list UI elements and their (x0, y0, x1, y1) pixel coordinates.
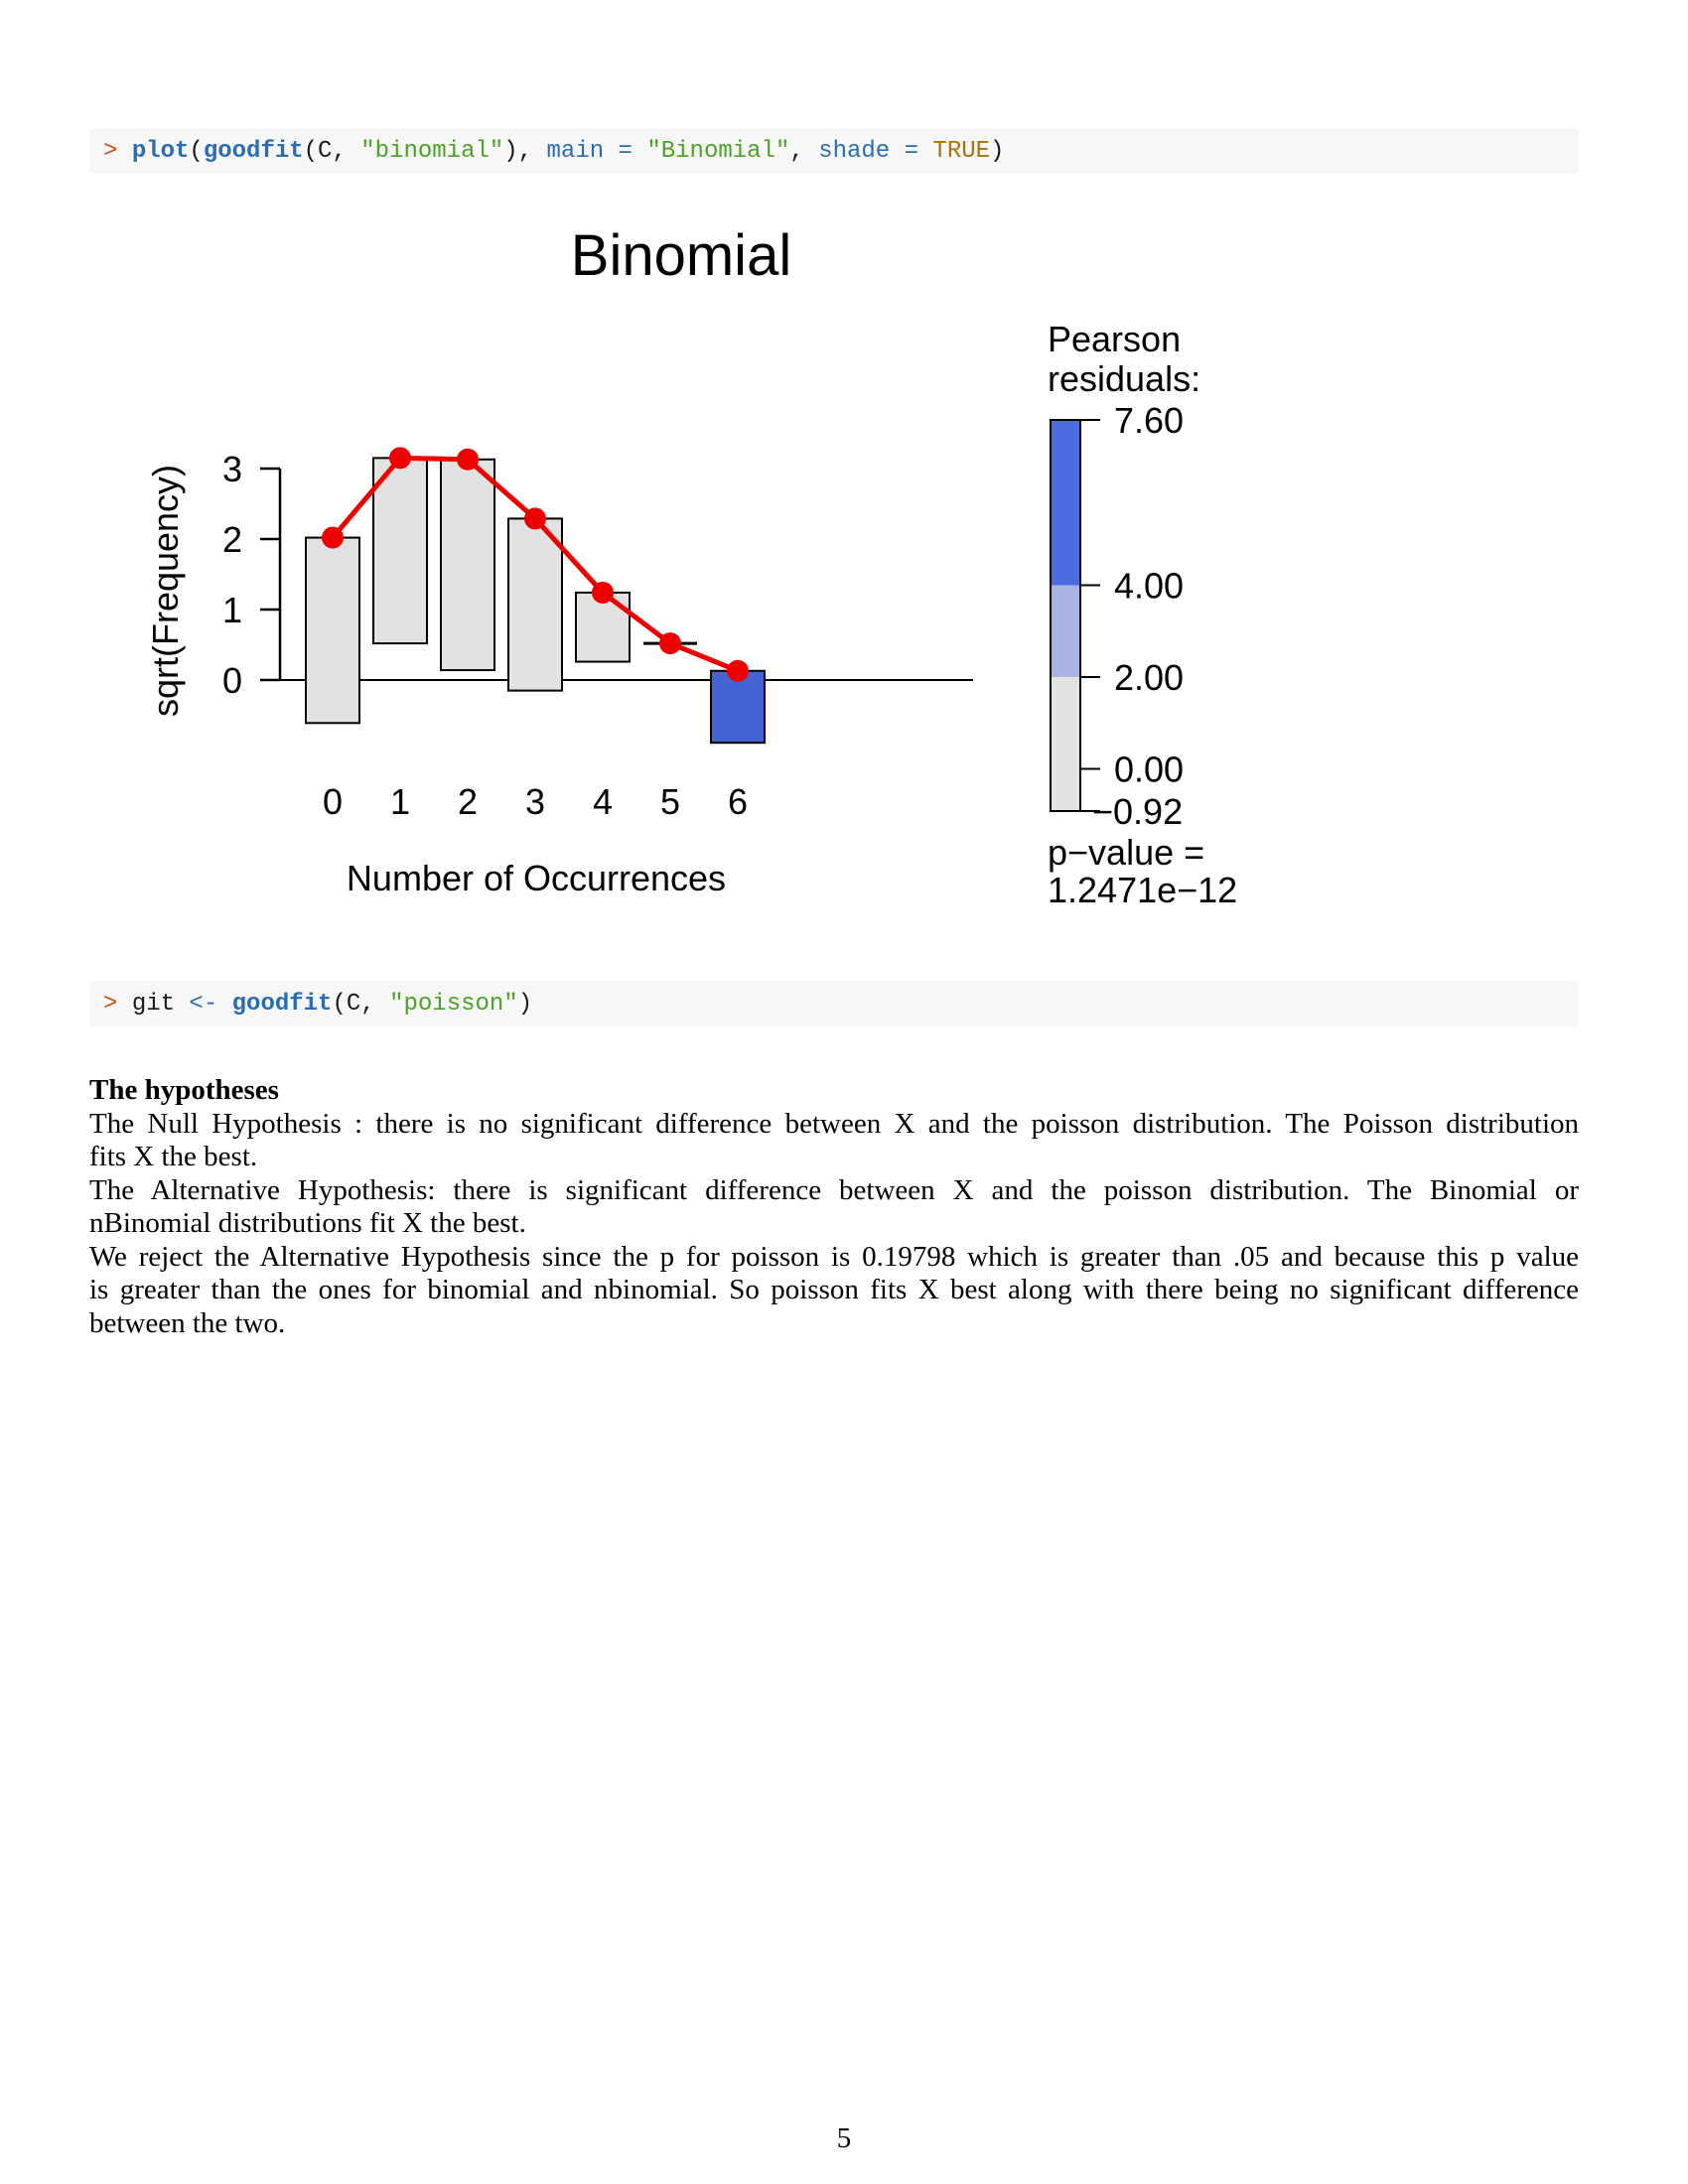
y-tick-label: 2 (221, 519, 242, 560)
hypotheses-text (89, 1108, 1579, 1341)
hypotheses-line: between the two. (89, 1306, 286, 1339)
y-tick-label: 3 (221, 449, 242, 489)
code-token-plain: ), (503, 137, 547, 165)
legend-title-line1: Pearson (1048, 319, 1182, 359)
legend-pvalue (1048, 834, 1237, 909)
hypotheses-line: The Null Hypothesis : there is no significant difference between X and the poisson distribution. The Poisson distribution (89, 1107, 1579, 1140)
code-token-plain: ) (990, 137, 1005, 165)
code-token-kw: = (890, 137, 933, 165)
x-tick-label: 5 (659, 781, 681, 822)
code-token-fn: goodfit (203, 137, 304, 165)
legend-tick-label: 4.00 (1114, 565, 1185, 607)
x-tick-label: 4 (592, 781, 614, 822)
code-token-kw: main (546, 137, 605, 165)
legend-tick-label: 2.00 (1114, 656, 1185, 698)
code-token-str: "binomial" (360, 137, 504, 165)
hypotheses-line: We reject the Alternative Hypothesis since the p for poisson is 0.19798 which is greater than .05 and because this p value (89, 1240, 1579, 1273)
fitted-point (524, 507, 546, 529)
legend-tick-label: −0.92 (1092, 791, 1184, 832)
y-tick-label: 0 (221, 660, 242, 701)
code-token-str: "Binomial" (646, 137, 790, 165)
legend-segment (1051, 420, 1080, 585)
code-token-kw: <- (189, 990, 232, 1018)
code-token-plain: (C, (303, 137, 361, 165)
x-tick-label: 1 (389, 781, 411, 822)
legend-tick-label: 7.60 (1114, 400, 1185, 441)
legend-tick-label: 0.00 (1114, 749, 1185, 790)
fitted-point (659, 632, 681, 654)
chart-title: Binomial (570, 223, 792, 288)
x-tick-label: 3 (524, 781, 546, 822)
code-token-plain: git (131, 990, 190, 1018)
bar (306, 538, 359, 724)
code-block-goodfit-poisson (89, 981, 1579, 1026)
hypotheses-line: is greater than the ones for binomial and nbinomial. So poisson fits X best along with there being no significant difference (89, 1274, 1579, 1305)
hypotheses-heading: The hypotheses (89, 1074, 279, 1106)
hypotheses-section (89, 1074, 1579, 1340)
fitted-point (322, 527, 344, 549)
hypotheses-line: The Alternative Hypothesis: there is significant difference between X and the poisson distribution. The Binomial or (89, 1173, 1579, 1206)
code-token-prompt: > (103, 137, 132, 165)
hypotheses-line: fits X the best. (89, 1141, 258, 1172)
fitted-point (727, 660, 749, 682)
x-tick-label: 6 (727, 781, 749, 822)
fitted-point (389, 447, 411, 469)
y-tick-label: 1 (221, 590, 242, 630)
fitted-point (592, 582, 614, 604)
bar (508, 518, 562, 690)
bar (441, 460, 494, 670)
code-token-fn: goodfit (231, 990, 333, 1018)
legend-title-line2: residuals: (1048, 358, 1201, 399)
x-tick-label: 0 (322, 781, 344, 822)
x-tick-label: 2 (457, 781, 479, 822)
legend-segment (1051, 677, 1080, 811)
bar (373, 458, 427, 643)
rootogram-chart (0, 0, 1688, 953)
code-token-kw: = (604, 137, 647, 165)
code-token-plain: ( (189, 137, 204, 165)
code-token-const: TRUE (932, 137, 991, 165)
pvalue-line2: 1.2471e−12 (1048, 870, 1238, 910)
legend-segment (1051, 585, 1080, 676)
code-token-str: "poisson" (389, 990, 518, 1018)
pvalue-line1: p−value = (1048, 832, 1205, 873)
hypotheses-line: nBinomial distributions fit X the best. (89, 1207, 526, 1239)
code-token-fn: plot (131, 137, 190, 165)
code-token-plain: , (789, 137, 819, 165)
code-token-plain: (C, (332, 990, 390, 1018)
code-token-kw: shade (818, 137, 891, 165)
fitted-point (457, 449, 479, 471)
y-axis-label: sqrt(Frequency) (145, 464, 186, 718)
legend-title (1048, 320, 1200, 399)
x-axis-label: Number of Occurrences (346, 858, 727, 898)
page-number: 5 (836, 2122, 852, 2154)
code-token-prompt: > (103, 990, 132, 1018)
code-token-plain: ) (517, 990, 533, 1018)
